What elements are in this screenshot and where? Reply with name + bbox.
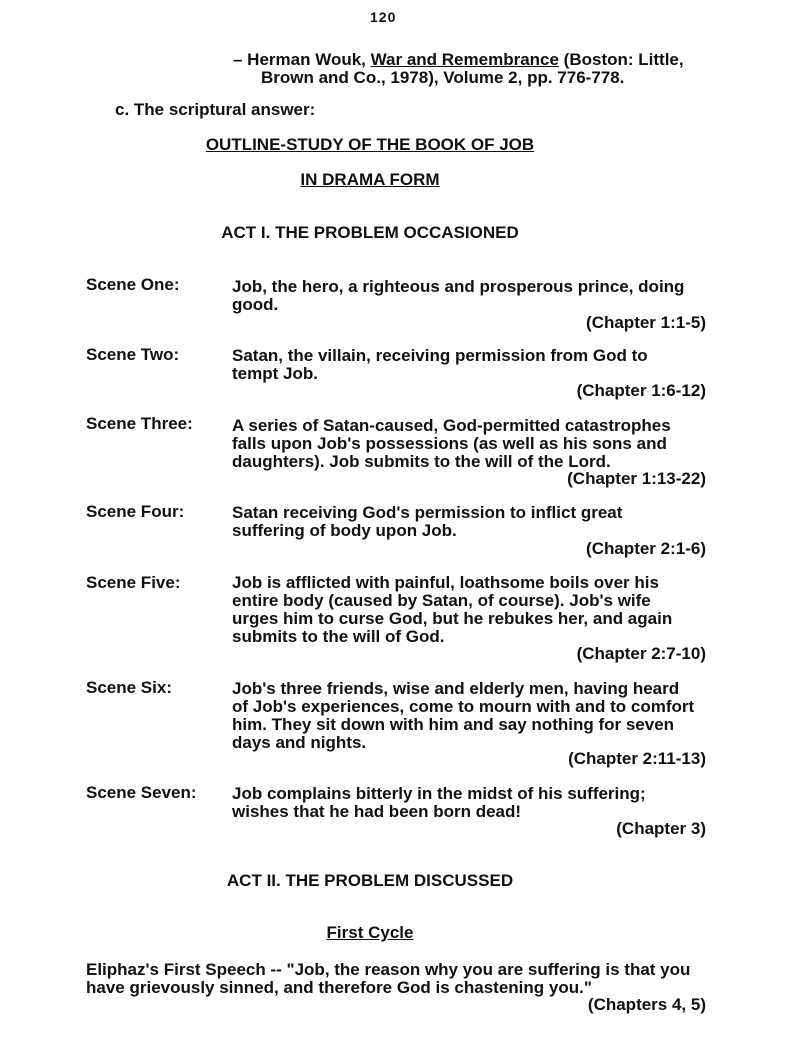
- scene-line: good.: [232, 295, 279, 314]
- scene-label: Scene Six:: [86, 678, 172, 697]
- citation-book-title: War and Remembrance: [370, 50, 559, 69]
- scene-line: submits to the will of God.: [232, 627, 445, 646]
- eliphaz-speech: [86, 961, 726, 997]
- citation-publisher: (Boston: Little,: [558, 50, 684, 69]
- scene-line: tempt Job.: [232, 364, 318, 383]
- act-2-heading: ACT II. THE PROBLEM DISCUSSED: [226, 871, 514, 890]
- citation-line-2: Brown and Co., 1978), Volume 2, pp. 776-778.: [261, 68, 625, 87]
- scene-line: wishes that he had been born dead!: [232, 802, 522, 821]
- scene-line: daughters). Job submits to the will of the Lord.: [232, 452, 611, 471]
- speech-line: have grievously sinned, and therefore God is chastening you.": [86, 978, 592, 997]
- scene-description: [232, 785, 712, 821]
- scene-line: falls upon Job's possessions (as well as his sons and: [232, 434, 667, 453]
- scene-label: Scene Three:: [86, 414, 193, 433]
- scene-label: Scene Two:: [86, 345, 180, 364]
- scene-line: of Job's experiences, come to mourn with and to comfort: [232, 697, 695, 716]
- chapter-reference: (Chapter 2:11-13): [568, 749, 706, 768]
- chapter-reference: (Chapter 1:1-5): [586, 313, 706, 332]
- scene-line: suffering of body upon Job.: [232, 521, 457, 540]
- citation-line-1: [233, 51, 753, 69]
- scene-label: Scene Five:: [86, 573, 181, 592]
- citation-prefix: – Herman Wouk,: [233, 50, 371, 69]
- scriptural-answer-heading: c. The scriptural answer:: [115, 100, 316, 119]
- outline-subtitle-text: IN DRAMA FORM: [300, 170, 440, 189]
- scene-label: Scene One:: [86, 275, 180, 294]
- scene-description: [232, 278, 712, 314]
- chapter-reference: (Chapter 1:13-22): [567, 469, 706, 488]
- citation: [233, 51, 753, 87]
- scene-description: [232, 680, 712, 752]
- chapter-reference: (Chapter 1:6-12): [576, 381, 706, 400]
- scene-line: A series of Satan-caused, God-permitted catastrophes: [232, 416, 671, 435]
- scene-line: urges him to curse God, but he rebukes her, and again: [232, 609, 673, 628]
- scene-line: Satan, the villain, receiving permission from God to: [232, 346, 648, 365]
- scene-line: Satan receiving God's permission to inflict great: [232, 503, 623, 522]
- scene-description: [232, 417, 712, 471]
- first-cycle-heading: [0, 924, 740, 942]
- outline-title: [0, 136, 740, 154]
- act-1-heading: ACT I. THE PROBLEM OCCASIONED: [221, 223, 519, 242]
- scene-label: Scene Seven:: [86, 783, 197, 802]
- scene-line: Job, the hero, a righteous and prosperous prince, doing: [232, 277, 685, 296]
- outline-title-text: OUTLINE-STUDY OF THE BOOK OF JOB: [205, 135, 535, 154]
- scene-line: Job complains bitterly in the midst of his suffering;: [232, 784, 646, 803]
- scene-line: entire body (caused by Satan, of course). Job's wife: [232, 591, 651, 610]
- scene-description: [232, 347, 712, 383]
- speech-line: Eliphaz's First Speech -- "Job, the reason why you are suffering is that you: [86, 960, 691, 979]
- first-cycle-text: First Cycle: [326, 923, 414, 942]
- outline-subtitle: [0, 171, 740, 189]
- scene-description: [232, 504, 712, 540]
- chapter-reference: (Chapters 4, 5): [587, 995, 706, 1014]
- scene-line: him. They sit down with him and say nothing for seven: [232, 715, 675, 734]
- scene-line: Job's three friends, wise and elderly men, having heard: [232, 679, 680, 698]
- chapter-reference: (Chapter 3): [616, 819, 706, 838]
- scene-label: Scene Four:: [86, 502, 185, 521]
- chapter-reference: (Chapter 2:7-10): [576, 644, 706, 663]
- page-number: 120: [370, 9, 397, 25]
- chapter-reference: (Chapter 2:1-6): [586, 539, 706, 558]
- scene-line: days and nights.: [232, 733, 367, 752]
- scene-description: [232, 574, 712, 646]
- scene-line: Job is afflicted with painful, loathsome boils over his: [232, 573, 659, 592]
